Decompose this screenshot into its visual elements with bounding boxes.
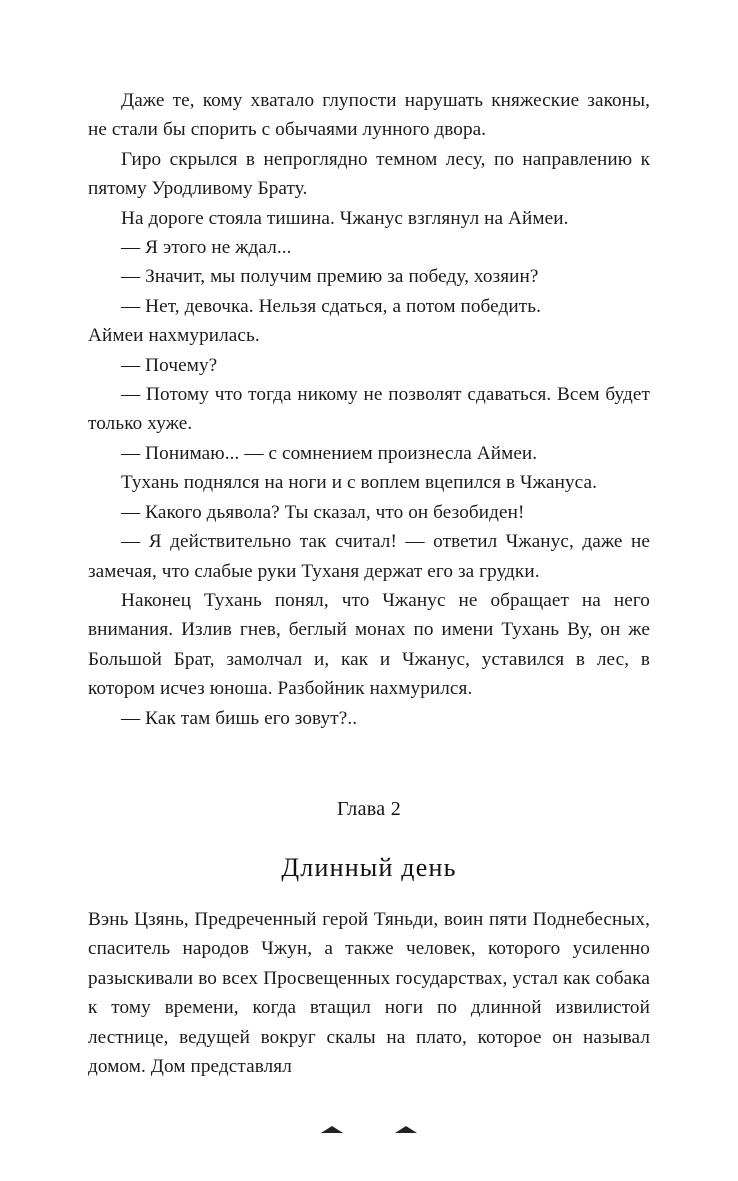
paragraph: Аймеи нахмурилась. (88, 325, 260, 347)
chapter-heading (88, 795, 650, 885)
dialogue-line: — Нет, девочка. Нельзя сдаться, а потом победить. (121, 295, 541, 317)
dialogue-line: — Почему? (121, 354, 218, 376)
paragraph: Вэнь Цзянь, Предреченный герой Тяньди, воин пяти Поднебесных, спаситель народов Чжун, а также человек, которого усиленно разыскивали во всех Просвещенных государствах, устал как собака к тому времени, когда втащил ноги по длинной извилистой лестнице, ведущей вокруг скалы на плато, которое он называл домом. Дом представлял (88, 909, 650, 1078)
dialogue-line: — Как там бишь его зовут?.. (121, 707, 358, 729)
dialogue-line: — Какого дьявола? Ты сказал, что он безобиден! (121, 501, 525, 523)
chapter-number: Глава 2 (336, 798, 402, 820)
chapter-title: Длинный день (281, 853, 457, 882)
triangle-ornament-icon (321, 1126, 343, 1133)
triangle-ornament-icon (395, 1126, 417, 1133)
dialogue-line: — Я действительно так считал! — ответил Чжанус, даже не замечая, что слабые руки Туханя держат его за грудки. (88, 531, 650, 582)
page-ornament (0, 1120, 738, 1138)
paragraph: Даже те, кому хватало глупости нарушать княжеские законы, не стали бы спорить с обычаями лунного двора. (88, 90, 650, 141)
chapter-body-block (88, 905, 650, 1081)
dialogue-line: — Значит, мы получим премию за победу, хозяин? (121, 266, 539, 288)
paragraph: Тухань поднялся на ноги и с воплем вцепился в Чжануса. (121, 472, 598, 494)
paragraph: Гиро скрылся в непроглядно темном лесу, по направлению к пятому Уродливому Брату. (88, 148, 650, 200)
paragraph: На дороге стояла тишина. Чжанус взглянул на Аймеи. (121, 207, 569, 229)
paragraph: Наконец Тухань понял, что Чжанус не обращает на него внимания. Излив гнев, беглый монах по имени Тухань Ву, он же Большой Брат, замолчал и, как и Чжанус, уставился в лес, в котором исчез юноша. Разбойник нахмурился. (88, 589, 650, 700)
dialogue-line: — Потому что тогда никому не позволят сдаваться. Всем будет только хуже. (88, 384, 650, 435)
dialogue-line: — Понимаю... — с сомнением произнесла Аймеи. (121, 442, 538, 464)
main-text-block (88, 86, 650, 733)
dialogue-line: — Я этого не ждал... (121, 237, 292, 259)
